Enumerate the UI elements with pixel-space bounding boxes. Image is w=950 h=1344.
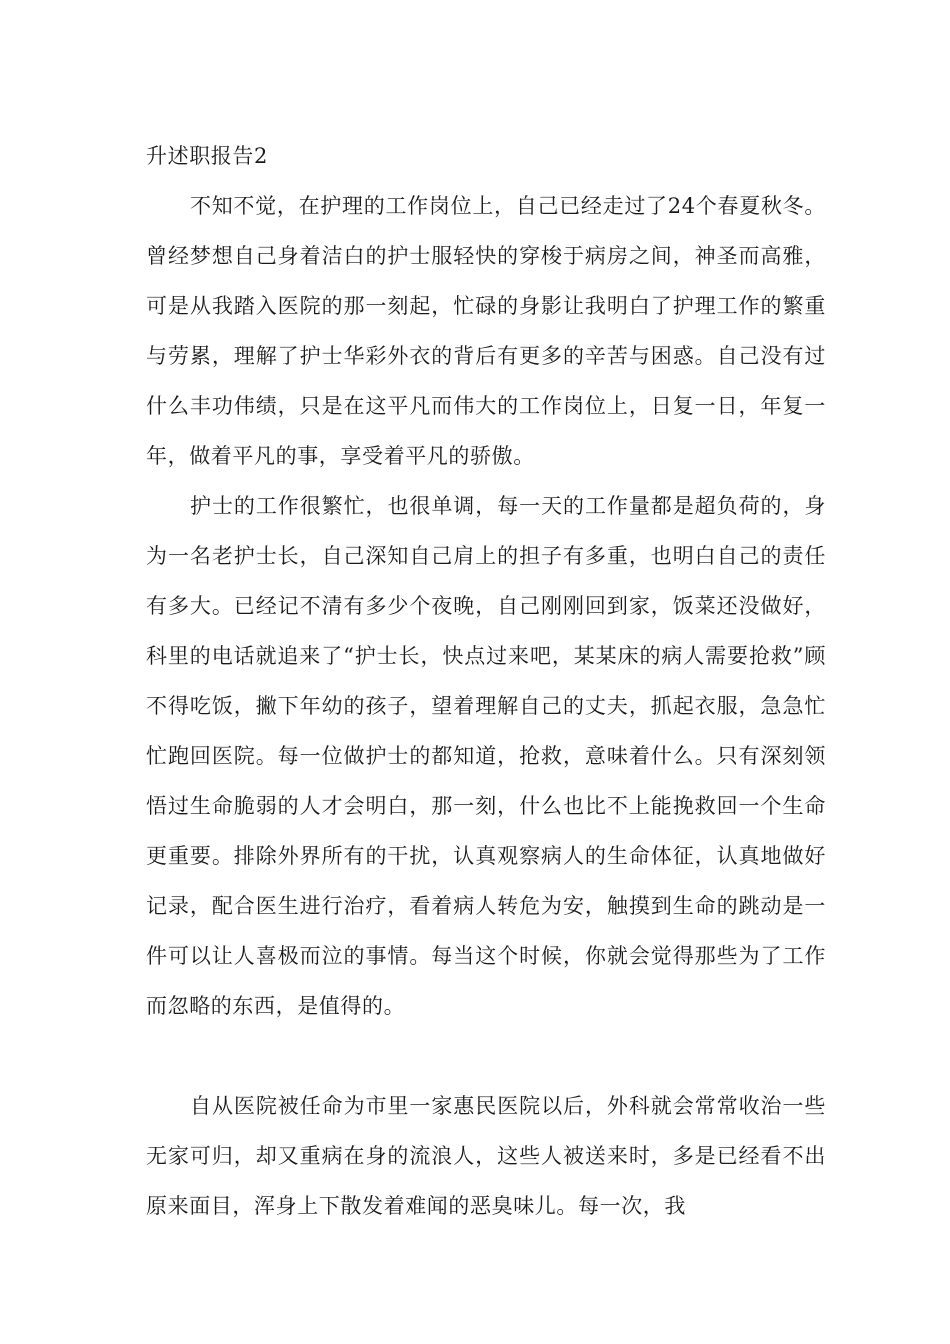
paragraph-1: 不知不觉，在护理的工作岗位上，自己已经走过了24个春夏秋冬。曾经梦想自己身着洁白的护士服轻快的穿梭于病房之间，神圣而高雅，可是从我踏入医院的那一刻起，忙碌的身影让我明白了护理工作的繁重与劳累，理解了护士华彩外衣的背后有更多的辛苦与困惑。自己没有过什么丰功伟绩，只是在这平凡而伟大的工作岗位上，日复一日，年复一年，做着平凡的事，享受着平凡的骄傲。 <box>146 194 826 468</box>
paragraph-2: 护士的工作很繁忙，也很单调，每一天的工作量都是超负荷的，身为一名老护士长，自己深知自己肩上的担子有多重，也明白自己的责任有多大。已经记不清有多少个夜晚，自己刚刚回到家，饭菜还没做好，科里的电话就追来了“护士长，快点过来吧，某某床的病人需要抢救”顾不得吃饭，撇下年幼的孩子，望着理解自己的丈夫，抓起衣服，急急忙忙跑回医院。每一位做护士的都知道，抢救，意味着什么。只有深刻领悟过生命脆弱的人才会明白，那一刻，什么也比不上能挽救回一个生命更重要。排除外界所有的干扰，认真观察病人的生命体征，认真地做好记录，配合医生进行治疗，看着病人转危为安，触摸到生命的跳动是一件可以让人喜极而泣的事情。每当这个时候，你就会觉得那些为了工作而忽略的东西，是值得的。 <box>146 494 826 1018</box>
paragraph-3: 自从医院被任命为市里一家惠民医院以后，外科就会常常收治一些无家可归，却又重病在身的流浪人，这些人被送来时，多是已经看不出原来面目，浑身上下散发着难闻的恶臭味儿。每一次，我 <box>146 1094 826 1218</box>
document-body <box>146 131 826 1231</box>
document-heading: 升述职报告2 <box>146 144 268 168</box>
